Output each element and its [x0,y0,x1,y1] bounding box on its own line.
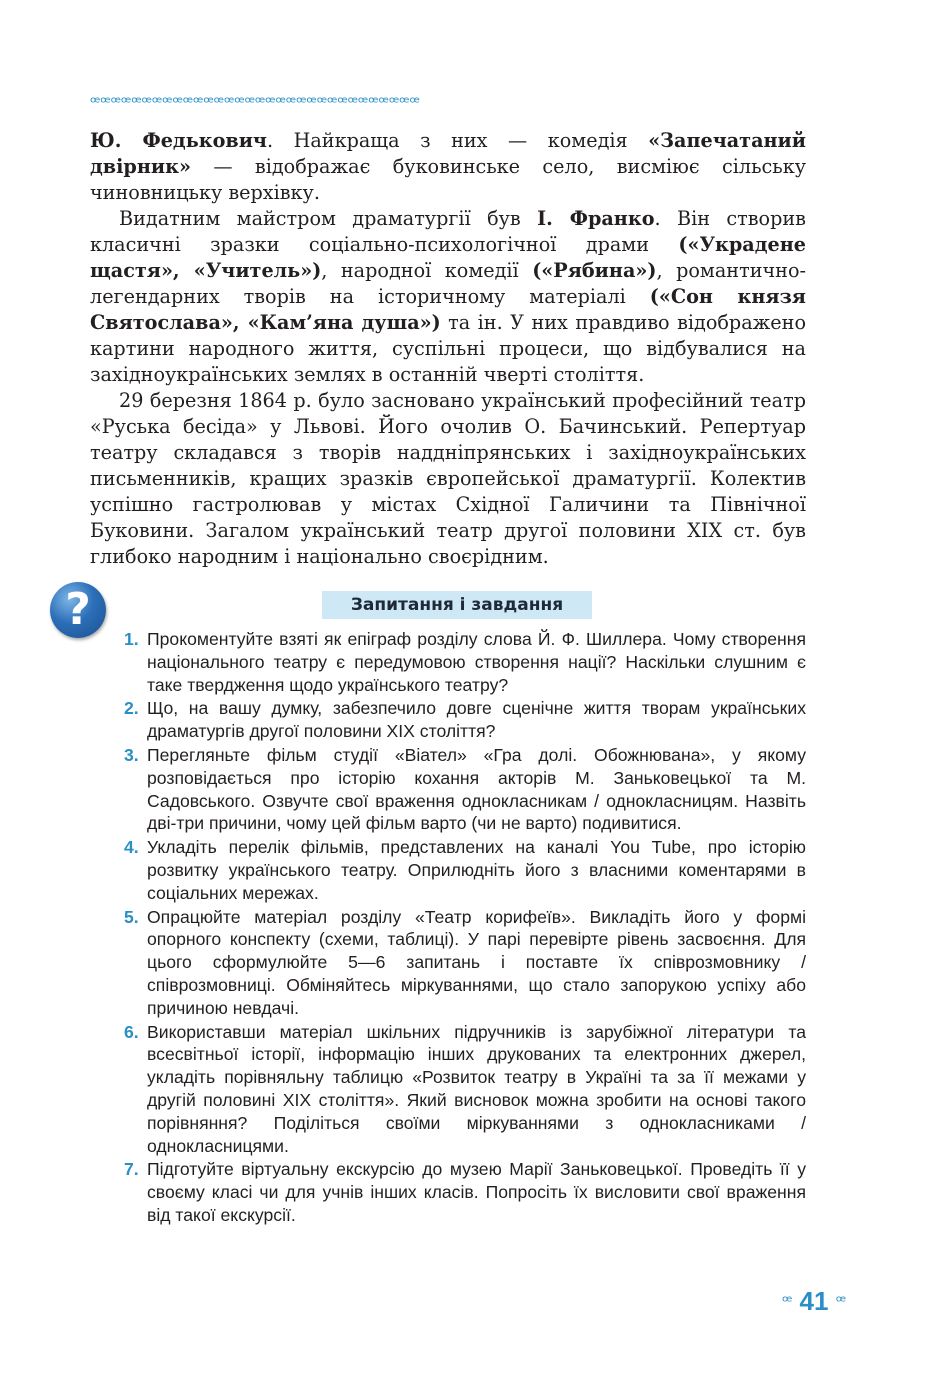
ornament-right-icon: ꟹ [835,1292,846,1311]
text-span: та ін. У них правдиво відображено картини народного життя, суспільні процеси, що відбувалися на західноукраїнських землях в останній чверті століття. [90,311,806,386]
text-span: , романтично-легендарних творів на історичному матеріалі [90,259,806,308]
question-text: Перегляньте фільм студії «Віател» «Гра долі. Обожнювана», у якому розповідається про історію кохання акторів М. Заньковецької та М. Садовського. Озвучте свої враження однокласникам / однокласницям. Назвіть дві-три причини, чому цей фільм варто (чи не варто) подивитися. [147,744,806,834]
play-title: «Запечатаний двірник» [90,129,807,178]
question-number: 6. [124,1021,139,1042]
play-titles: («Украдене щастя», «Учитель») [90,233,806,282]
question-text: Опрацюйте матеріал розділу «Театр корифеїв». Викладіть його у формі опорного конспекту (схеми, таблиці). У парі перевірте рівень засвоєння. Для цього сформулюйте 5—6 запитань і поставте їх співрозмовнику / співрозмовниці. Обміняйтесь міркуваннями, що стало запорукою успіху або причиною невдачі. [147,906,806,1018]
author-name: І. Франко [537,207,655,230]
question-number: 4. [124,837,139,858]
main-text [90,128,806,570]
text-span: Видатним майстром драматургії був [119,207,538,230]
question-item [124,906,806,1020]
questions-list [124,628,806,1228]
question-item [124,628,806,696]
page-number-value: 41 [799,1286,829,1316]
question-item [124,1021,806,1158]
question-item [124,836,806,904]
text-span: . Найкраща з них — комедія [266,129,649,152]
paragraph-1 [90,128,806,206]
author-name: Ю. Федькович [90,129,267,152]
play-title: («Рябина») [532,259,657,282]
question-number: 3. [124,744,139,765]
question-number: 2. [124,698,139,719]
text-span: , народної комедії [321,259,533,282]
question-text: Прокоментуйте взяті як епіграф розділу слова Й. Ф. Шиллера. Чому створення національного театру є передумовою створення нації? Наскільки слушним є таке твердження щодо українського театру? [147,629,806,695]
question-number: 7. [124,1159,139,1180]
text-span: . Він створив класичні зразки соціально-психологічної драми [90,207,806,256]
question-item [124,1158,806,1226]
question-item [124,697,806,743]
play-titles: («Сон князя Святослава», «Кам’яна душа») [90,285,806,334]
question-text: Підготуйте віртуальну екскурсію до музею Марії Заньковецької. Проведіть її у своєму класі чи для учнів інших класів. Попросіть їх висловити свої враження від такої екскурсії. [147,1159,806,1225]
page-number [782,1286,846,1317]
section-title: Запитання і завдання [322,591,592,619]
paragraph-3: 29 березня 1864 р. було засновано український професійний театр «Руська бесіда» у Львові. Його очолив О. Бачинський. Репертуар театру складався з творів наддніпрянських і західноукраїнських письменників, кращих зразків європейської драматургії. Колектив успішно гастролював у містах Східної Галичини та Північної Буковини. Загалом український театр другої половини ХІХ ст. був глибоко народним і національно своєрідним. [90,389,806,568]
decorative-ornament-border: ꟹꟹꟹꟹꟹꟹꟹꟹꟹꟹꟹꟹꟹꟹꟹꟹꟹꟹꟹꟹꟹꟹꟹꟹꟹꟹꟹꟹꟹꟹꟹꟹ [90,93,420,111]
question-number: 1. [124,629,139,649]
question-item [124,744,806,835]
question-mark-icon: ? [50,582,106,638]
ornament-left-icon: ꟹ [781,1292,793,1311]
paragraph-2 [90,206,806,388]
question-text: Використавши матеріал шкільних підручників із зарубіжної літератури та всесвітньої історії, інформацію інших друкованих та електронних джерел, укладіть порівняльну таблицю «Розвиток театру в Україні та за її межами у другій половині ХІХ століття». Який висновок можна зробити на основі такого порівняння? Поділіться своїми міркуваннями з однокласниками / однокласницями. [147,1021,806,1156]
question-number: 5. [124,906,139,927]
text-span: — відображає буковинське село, висміює сільську чиновницьку верхівку. [90,155,806,204]
question-text: Що, на вашу думку, забезпечило довге сценічне життя творам українських драматургів другої половини ХІХ століття? [147,698,806,742]
question-text: Укладіть перелік фільмів, представлених на каналі You Tube, про історію розвитку українського театру. Оприлюдніть його з власними коментарями в соціальних мережах. [147,837,806,903]
